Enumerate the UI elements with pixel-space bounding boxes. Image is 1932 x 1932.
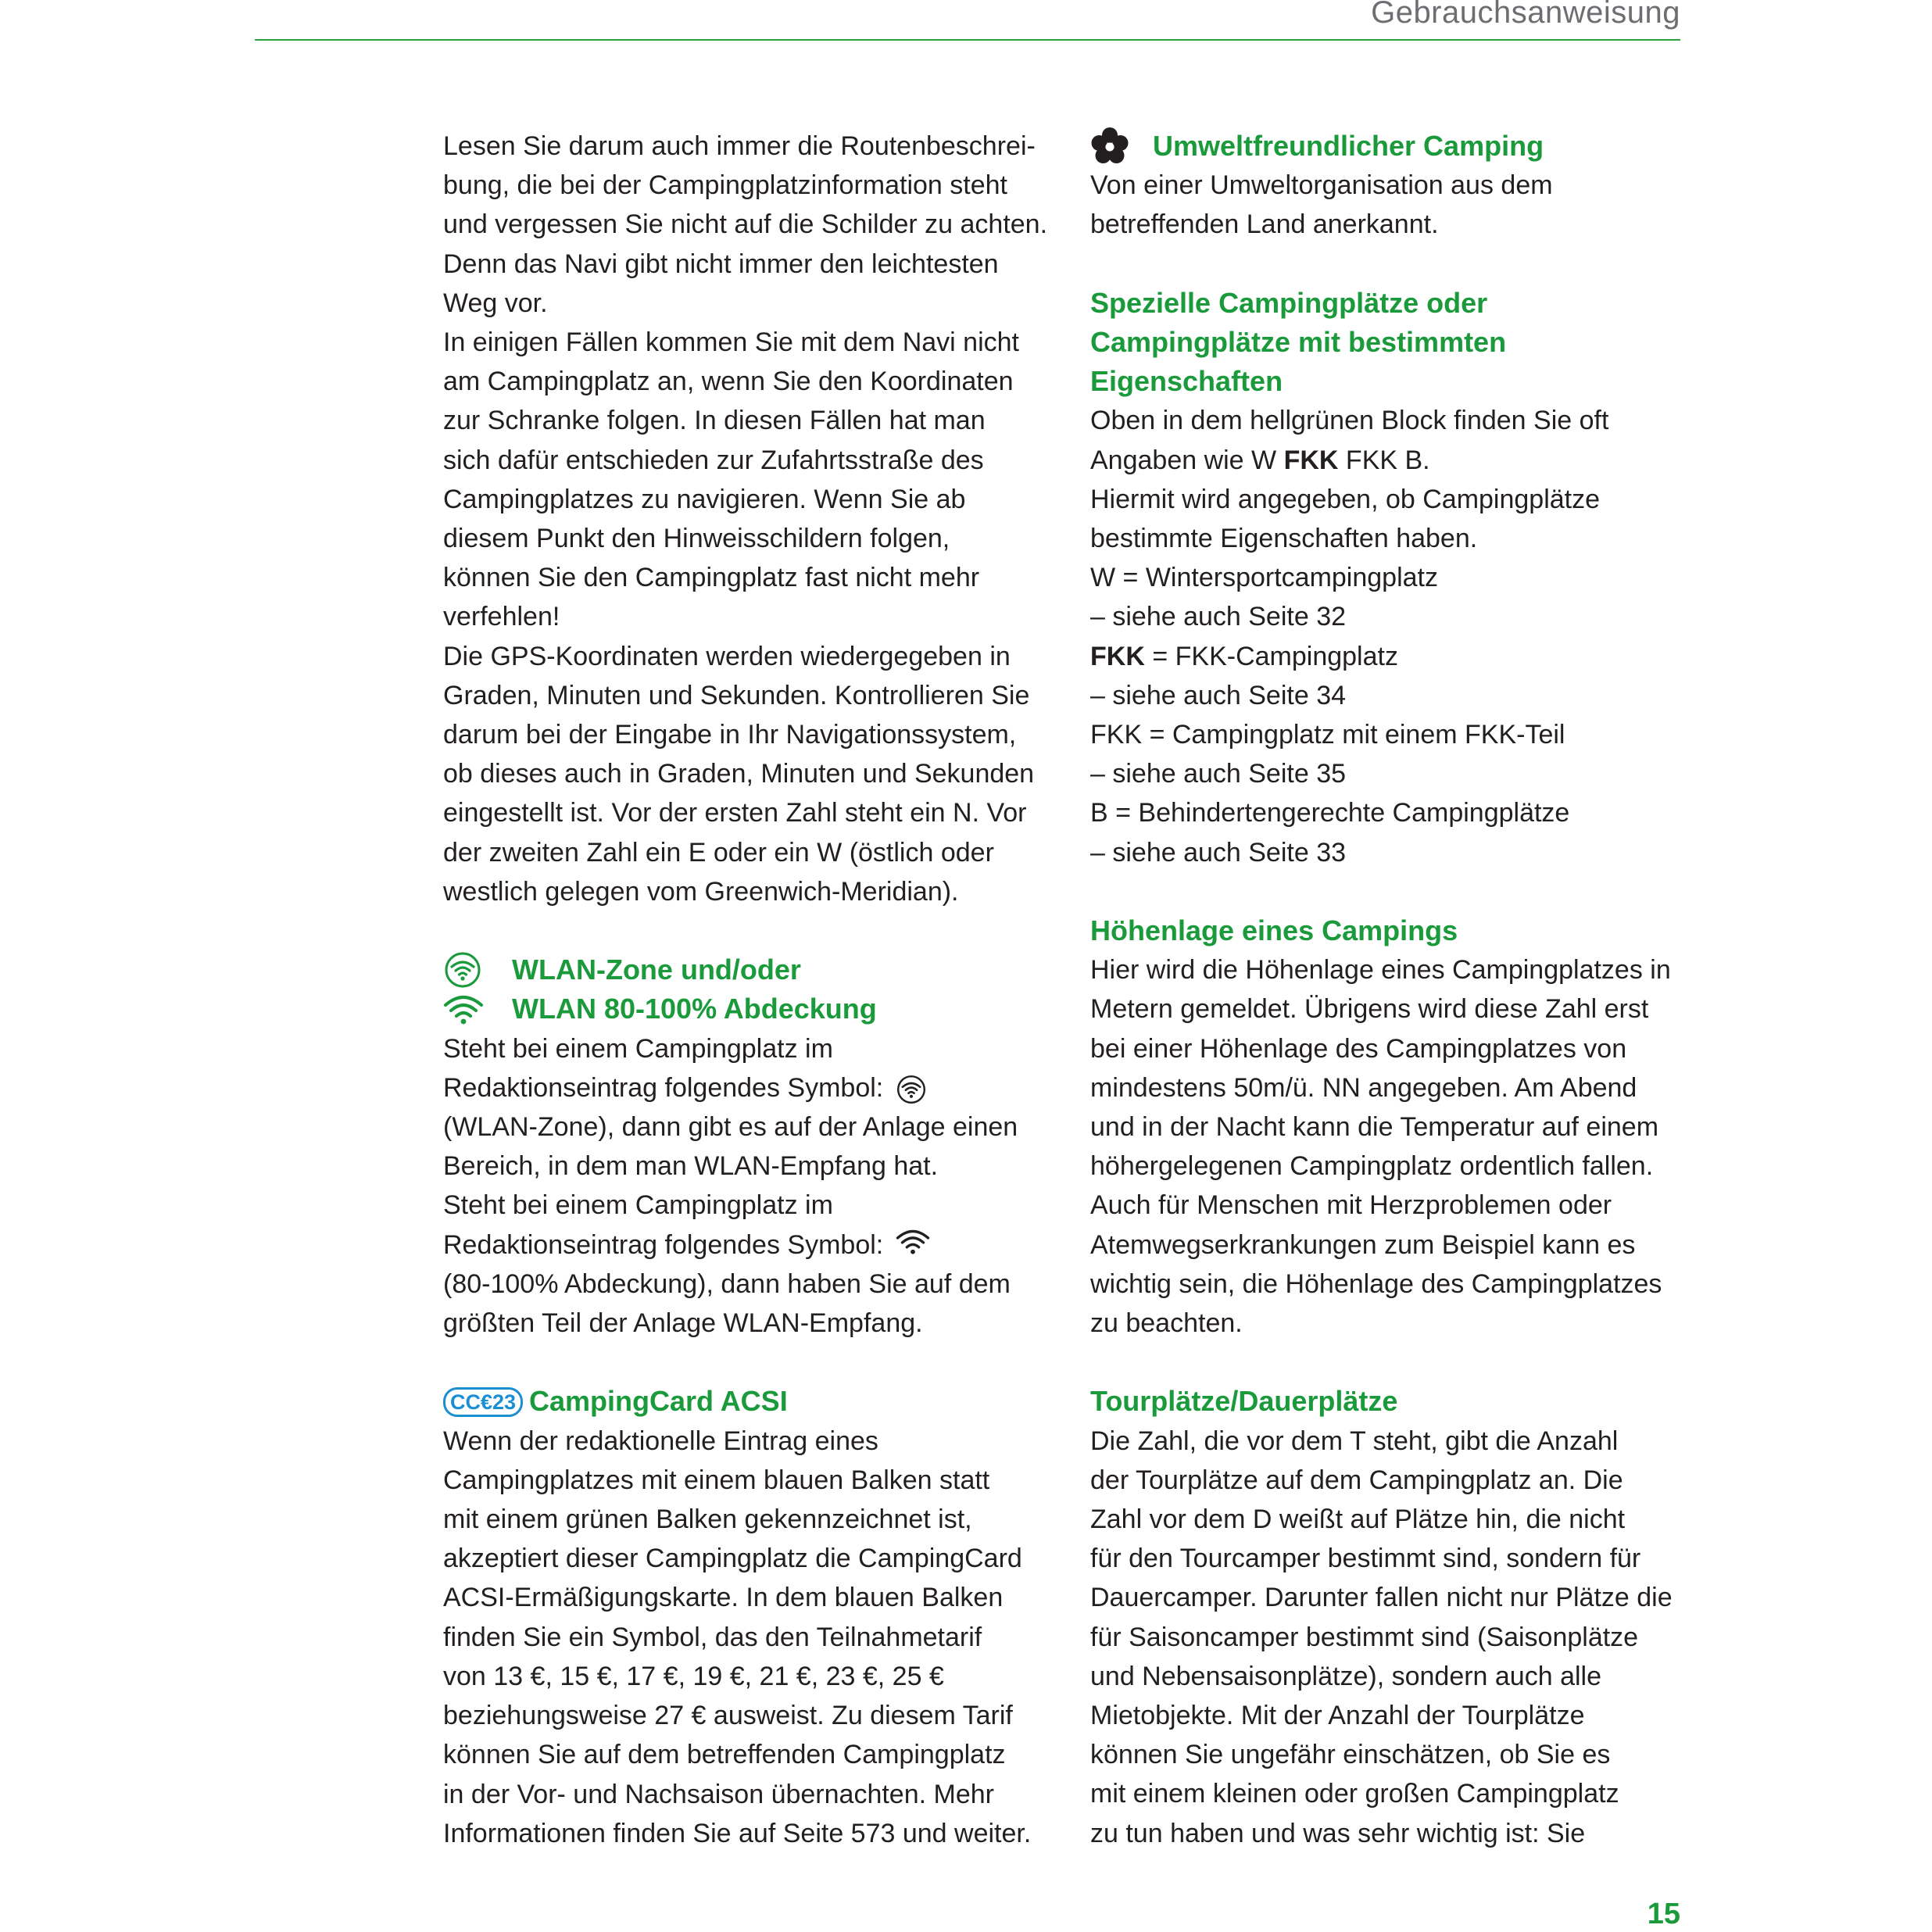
left-column [443,127,1053,1853]
text-line: Campingplatzes zu navigieren. Wenn Sie ab [443,484,966,514]
wlan-section [443,950,1053,1343]
text-fragment-bold: FKK [1283,445,1339,475]
text-line: Bereich, in dem man WLAN-Empfang hat. [443,1151,939,1182]
right-column [1090,127,1692,1853]
acsi-badge-icon: CC€23 [443,1387,523,1417]
text-line: zur Schranke folgen. In diesen Fällen hat man [443,406,986,436]
text-line: mit einem grünen Balken gekennzeichnet ist, [443,1504,972,1535]
text-line: diesem Punkt den Hinweisschildern folgen, [443,524,950,554]
text-line: ob dieses auch in Graden, Minuten und Sekunden [443,759,1035,789]
text-line: der Tourplätze auf dem Campingplatz an. Die [1090,1465,1623,1495]
text-line: für den Tourcamper bestimmt sind, sondern für [1090,1544,1641,1574]
text-line: (80-100% Abdeckung), dann haben Sie auf dem [443,1268,1011,1299]
text-line: und vergessen Sie nicht auf die Schilder zu achten. [443,209,1048,240]
text-line: Hiermit wird angegeben, ob Campingplätze [1090,484,1601,514]
wlan-zone-icon [443,952,482,988]
text-line: größten Teil der Anlage WLAN-Empfang. [443,1308,923,1339]
text-fragment: = FKK-Campingplatz [1144,641,1398,671]
text-line: von 13 €, 15 €, 17 €, 19 €, 21 €, 23 €, 25 € [443,1661,944,1691]
text-line: Informationen finden Sie auf Seite 573 und weiter. [443,1818,1032,1848]
text-line: Die GPS-Koordinaten werden wiedergegeben in [443,641,1011,671]
tour-section [1090,1382,1692,1852]
wlan-heading-2: WLAN 80-100% Abdeckung [512,993,877,1025]
special-heading-line: Eigenschaften [1090,365,1283,398]
text-line [1090,637,1692,676]
text-line: Von einer Umweltorganisation aus dem [1090,170,1553,201]
text-line: Steht bei einem Campingplatz im [443,1033,833,1064]
wlan-coverage-icon [443,994,484,1025]
wlan-coverage-symbol-icon [896,1229,930,1255]
text-line: – siehe auch Seite 35 [1090,759,1347,789]
eco-heading-text: Umweltfreundlicher Camping [1153,130,1544,162]
text-line: bung, die bei der Campingplatzinformation steht [443,170,1007,201]
text-line: Campingplatzes mit einem blauen Balken statt [443,1465,990,1495]
text-line: können Sie ungefähr einschätzen, ob Sie es [1090,1740,1611,1770]
text-line: westlich gelegen vom Greenwich-Meridian). [443,876,959,907]
text-line: wichtig sein, die Höhenlage des Campingplatzes [1090,1268,1662,1299]
altitude-heading: Höhenlage eines Campings [1090,914,1458,947]
text-line: betreffenden Land anerkannt. [1090,209,1439,240]
running-header: Gebrauchsanweisung [1371,0,1680,30]
text-line: Atemwegserkrankungen zum Beispiel kann es [1090,1229,1636,1260]
acsi-section [443,1382,1053,1852]
text-line: am Campingplatz an, wenn Sie den Koordinaten [443,367,1014,397]
text-line: Weg vor. [443,288,548,318]
text-line: Die Zahl, die vor dem T steht, gibt die Anzahl [1090,1426,1619,1456]
text-line: bestimmte Eigenschaften haben. [1090,524,1478,554]
header-divider [255,39,1680,41]
text-line: bei einer Höhenlage des Campingplatzes von [1090,1033,1627,1064]
text-line [443,1068,1053,1107]
text-line: in der Vor- und Nachsaison übernachten. Mehr [443,1779,994,1809]
special-section [1090,284,1692,872]
text-line: verfehlen! [443,602,560,632]
text-line: akzeptiert dieser Campingplatz die CampingCard [443,1544,1022,1574]
text-line: darum bei der Eingabe in Ihr Navigationssystem, [443,720,1017,750]
text-line: Wenn der redaktionelle Eintrag eines [443,1426,878,1456]
text-line: Graden, Minuten und Sekunden. Kontrollieren Sie [443,680,1030,710]
text-line: mit einem kleinen oder großen Campingplatz [1090,1779,1619,1809]
altitude-section [1090,911,1692,1343]
text-line: zu beachten. [1090,1308,1243,1339]
text-line: mindestens 50m/ü. NN angegeben. Am Abend [1090,1072,1637,1103]
text-line: zu tun haben und was sehr wichtig ist: Sie [1090,1818,1586,1848]
text-line: – siehe auch Seite 34 [1090,680,1347,710]
eco-heading [1090,127,1692,166]
text-line: beziehungsweise 27 € ausweist. Zu diesem Tarif [443,1701,1013,1731]
text-fragment-bold: FKK [1090,641,1145,671]
eco-section [1090,127,1692,245]
text-line [1090,441,1692,480]
text-line: Metern gemeldet. Übrigens wird diese Zahl erst [1090,994,1649,1025]
intro-paragraph [443,127,1053,911]
text-line: W = Wintersportcampingplatz [1090,563,1438,593]
text-line: In einigen Fällen kommen Sie mit dem Navi nicht [443,327,1019,358]
acsi-heading [443,1382,1053,1421]
acsi-heading-text: CampingCard ACSI [529,1385,788,1418]
text-fragment: Redaktionseintrag folgendes Symbol: [443,1229,884,1260]
text-line: können Sie auf dem betreffenden Campingplatz [443,1740,1006,1770]
wlan-zone-symbol-icon [896,1075,927,1104]
text-line: (WLAN-Zone), dann gibt es auf der Anlage einen [443,1112,1018,1143]
wlan-heading-coverage [443,989,1053,1029]
text-line: ACSI-Ermäßigungskarte. In dem blauen Balken [443,1583,1004,1613]
special-heading-line: Spezielle Campingplätze oder [1090,286,1488,319]
text-line: Auch für Menschen mit Herzproblemen oder [1090,1190,1612,1221]
special-heading-line: Campingplätze mit bestimmten [1090,326,1507,358]
text-line: Lesen Sie darum auch immer die Routenbeschrei- [443,131,1036,161]
flower-icon [1090,127,1129,166]
text-line: Oben in dem hellgrünen Block finden Sie oft [1090,406,1609,436]
text-line: eingestellt ist. Vor der ersten Zahl steht ein N. Vor [443,798,1027,828]
text-line: Denn das Navi gibt nicht immer den leichtesten [443,249,999,279]
text-line: finden Sie ein Symbol, das den Teilnahmetarif [443,1622,982,1652]
text-line: – siehe auch Seite 33 [1090,837,1347,868]
text-fragment: FKK B. [1338,445,1430,475]
text-line: Hier wird die Höhenlage eines Campingplatzes in [1090,955,1671,986]
text-line: Zahl vor dem D weißt auf Plätze hin, die nicht [1090,1504,1626,1535]
page-number: 15 [1647,1898,1680,1930]
text-line: für Saisoncamper bestimmt sind (Saisonplätze [1090,1622,1639,1652]
text-line: sich dafür entschieden zur Zufahrtsstraße des [443,445,984,475]
text-line: Dauercamper. Darunter fallen nicht nur Plätze die [1090,1583,1673,1613]
text-fragment: Redaktionseintrag folgendes Symbol: [443,1072,884,1103]
text-line: Steht bei einem Campingplatz im [443,1190,833,1221]
text-line [443,1225,1053,1265]
text-line: B = Behindertengerechte Campingplätze [1090,798,1570,828]
wlan-heading-1: WLAN-Zone und/oder [512,953,801,986]
text-fragment: Angaben wie W [1090,445,1284,475]
text-line: Mietobjekte. Mit der Anzahl der Tourplätze [1090,1701,1585,1731]
tour-heading: Tourplätze/Dauerplätze [1090,1385,1398,1418]
text-line: der zweiten Zahl ein E oder ein W (östlich oder [443,837,994,868]
text-line: höhergelegenen Campingplatz ordentlich fallen. [1090,1151,1654,1182]
text-line: können Sie den Campingplatz fast nicht mehr [443,563,980,593]
wlan-heading-zone [443,950,1053,989]
text-line: und in der Nacht kann die Temperatur auf einem [1090,1112,1659,1143]
text-line: – siehe auch Seite 32 [1090,602,1347,632]
text-line: und Nebensaisonplätze), sondern auch alle [1090,1661,1602,1691]
text-line: FKK = Campingplatz mit einem FKK-Teil [1090,720,1565,750]
